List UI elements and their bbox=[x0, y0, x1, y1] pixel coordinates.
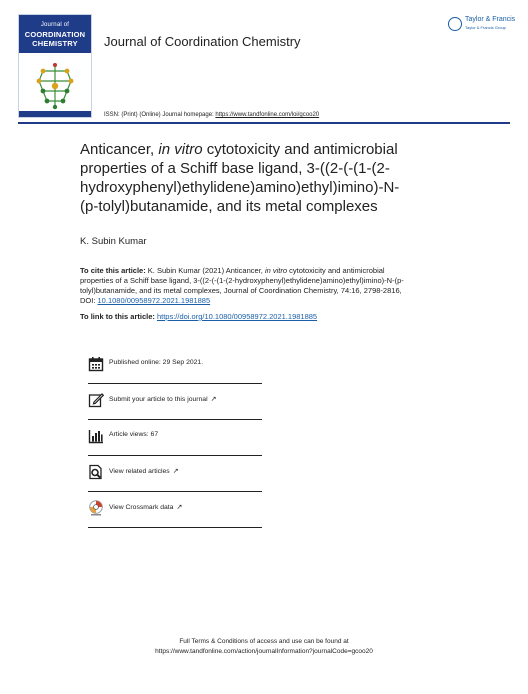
crossmark-link[interactable] bbox=[109, 503, 182, 511]
journal-homepage-link[interactable]: https://www.tandfonline.com/loi/gcoo20 bbox=[215, 112, 320, 118]
title-line bbox=[80, 140, 452, 159]
external-link-icon: ↗ bbox=[210, 396, 217, 403]
crossmark-icon bbox=[88, 500, 104, 516]
molecule-illustration-icon bbox=[29, 59, 81, 111]
title-italic-segment: in vitro bbox=[158, 141, 203, 158]
related-articles-row[interactable] bbox=[88, 456, 262, 490]
bar-chart-icon bbox=[88, 428, 104, 444]
published-online-row bbox=[88, 348, 262, 382]
title-line: hydroxyphenyl)ethylidene)amino)ethyl)imino)-N- bbox=[80, 179, 400, 196]
citation-line: properties of a Schiff base ligand, 3-((2-(-(1-(2-hydroxyphenyl)ethylidene)amino)ethyl)imino)-N-(p- bbox=[80, 276, 404, 285]
external-link-icon: ↗ bbox=[176, 504, 183, 511]
title-line: properties of a Schiff base ligand, 3-((2-(-(1-(2- bbox=[80, 160, 390, 177]
article-title bbox=[80, 140, 452, 216]
cover-title-line: COORDINATION bbox=[24, 30, 86, 39]
journal-cover-image bbox=[18, 14, 92, 118]
published-online-text: Published online: 29 Sep 2021. bbox=[109, 359, 204, 366]
title-line: (p-tolyl)butanamide, and its metal complexes bbox=[80, 198, 378, 215]
article-doi-url-link[interactable]: https://doi.org/10.1080/00958972.2021.1981885 bbox=[156, 312, 318, 321]
article-link-line bbox=[80, 312, 317, 321]
cover-title-line: Journal of bbox=[40, 22, 70, 28]
title-segment: cytotoxicity and antimicrobial bbox=[202, 141, 398, 158]
footer-terms bbox=[0, 637, 528, 657]
title-segment: Anticancer, bbox=[80, 141, 159, 158]
calendar-icon bbox=[88, 356, 104, 372]
related-search-icon bbox=[88, 464, 104, 480]
publisher-name: Taylor & Francis bbox=[465, 16, 516, 23]
header-divider bbox=[18, 122, 510, 124]
crossmark-text: View Crossmark data bbox=[109, 504, 174, 511]
issn-text: ISSN: (Print) (Online) Journal homepage: bbox=[104, 112, 216, 118]
crossmark-row[interactable] bbox=[88, 492, 262, 526]
taylor-francis-logo-icon[interactable] bbox=[448, 14, 518, 36]
article-link-label: To link to this article: bbox=[80, 312, 157, 321]
article-author: K. Subin Kumar bbox=[80, 236, 147, 247]
footer-line: Full Terms & Conditions of access and use can be found at bbox=[179, 638, 349, 645]
footer-terms-link[interactable]: https://www.tandfonline.com/action/journalInformation?journalCode=gcoo20 bbox=[155, 648, 373, 655]
citation-label: To cite this article: bbox=[80, 266, 146, 275]
edit-pencil-icon bbox=[88, 392, 104, 408]
cover-title-band bbox=[19, 15, 91, 53]
doi-link[interactable]: 10.1080/00958972.2021.1981885 bbox=[97, 296, 211, 305]
citation-line bbox=[80, 266, 452, 276]
submit-article-text: Submit your article to this journal bbox=[109, 396, 208, 403]
journal-name: Journal of Coordination Chemistry bbox=[104, 34, 301, 49]
citation-text: cytotoxicity and antimicrobial bbox=[287, 266, 385, 275]
citation-block bbox=[80, 266, 452, 306]
submit-article-link[interactable] bbox=[109, 395, 216, 403]
related-articles-text: View related articles bbox=[109, 468, 170, 475]
citation-italic: in vitro bbox=[264, 266, 288, 275]
article-views-row bbox=[88, 420, 262, 454]
article-views-text: Article views: 67 bbox=[109, 431, 159, 438]
publisher-tagline: Taylor & Francis Group bbox=[465, 25, 506, 30]
citation-text: K. Subin Kumar (2021) Anticancer, bbox=[145, 266, 265, 275]
cover-bottom-band bbox=[19, 111, 91, 117]
external-link-icon: ↗ bbox=[172, 468, 179, 475]
citation-line bbox=[80, 296, 452, 306]
submit-article-row[interactable] bbox=[88, 384, 262, 418]
info-divider bbox=[88, 527, 262, 528]
issn-line bbox=[104, 112, 319, 118]
cover-title-line: CHEMISTRY bbox=[32, 39, 78, 48]
doi-label: DOI: bbox=[80, 296, 98, 305]
publisher-circle-icon bbox=[448, 17, 462, 31]
related-articles-link[interactable] bbox=[109, 467, 179, 475]
citation-line: tolyl)butanamide, and its metal complexes, Journal of Coordination Chemistry, 74:16, 2798-2816, bbox=[80, 286, 402, 295]
